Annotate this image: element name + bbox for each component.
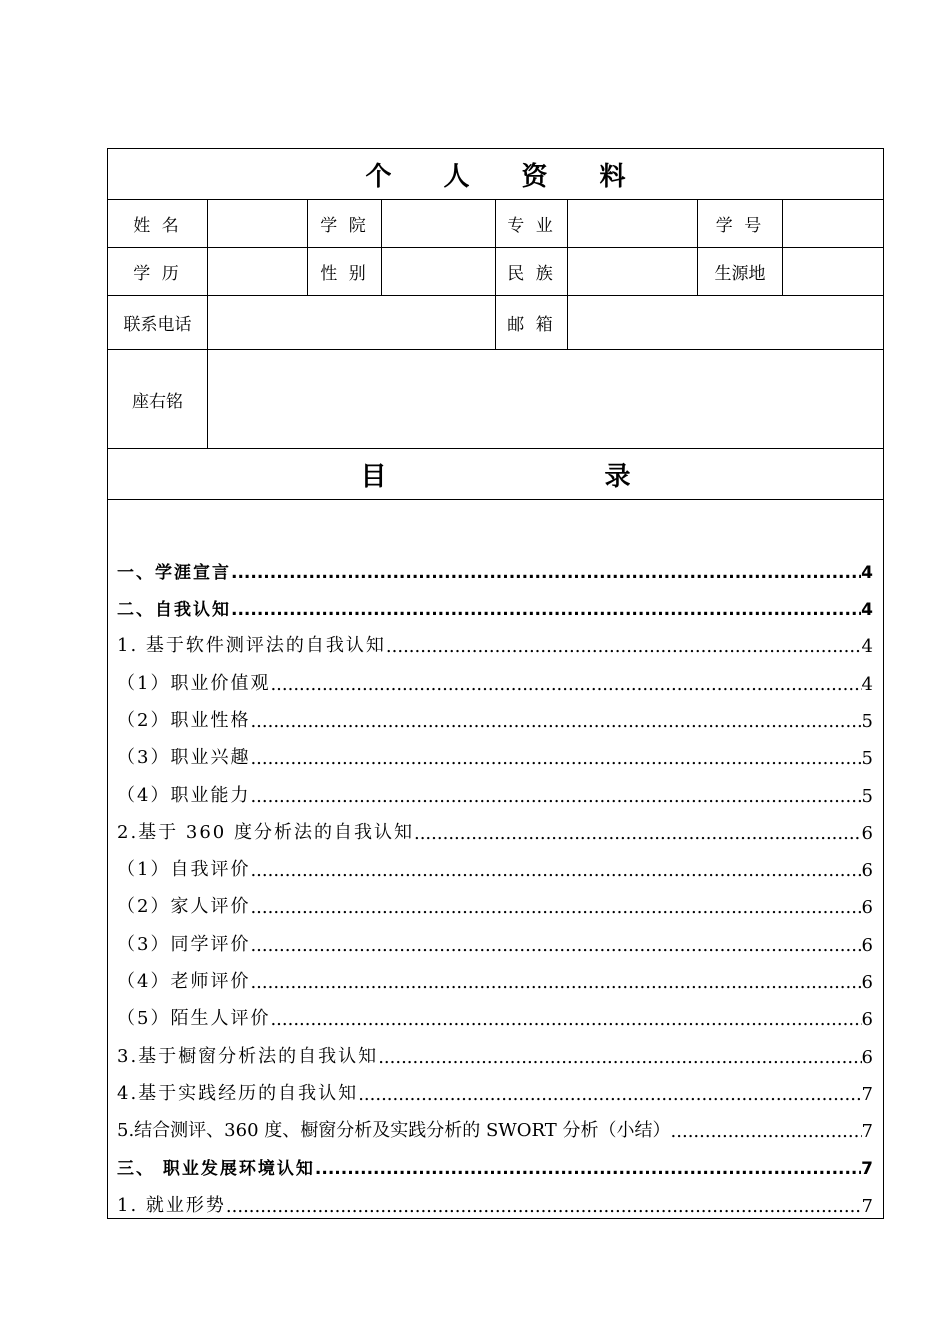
name-field[interactable]	[208, 200, 308, 247]
toc-item[interactable]: 二、自我认知 ..... 4	[117, 590, 873, 620]
ethnicity-field[interactable]	[568, 248, 698, 295]
toc-page-number: 4	[861, 600, 873, 620]
toc-dot-leader	[250, 748, 861, 769]
toc-page-number: 5	[861, 786, 873, 807]
education-field[interactable]	[208, 248, 308, 295]
profile-title-char: 人	[443, 161, 470, 192]
toc-dot-leader	[231, 563, 861, 583]
toc-item[interactable]: 5.结合测评、360 度、橱窗分析及实践分析的 SWORT 分析（小结） ..... 7	[117, 1112, 873, 1142]
toc-dot-leader	[250, 972, 861, 993]
toc-item[interactable]: （3）职业兴趣 ..... 5	[117, 739, 873, 769]
ethnicity-label: 民 族	[496, 248, 568, 295]
origin-field[interactable]	[783, 248, 883, 295]
profile-row-2	[108, 248, 883, 296]
profile-row-1	[108, 200, 883, 248]
toc-item[interactable]: 一、学涯宣言 ..... 4	[117, 553, 873, 583]
toc-page-number: 5	[861, 711, 873, 732]
toc-dot-leader	[270, 674, 861, 695]
toc-item[interactable]: 1. 就业形势 ..... 7	[117, 1187, 873, 1217]
student-id-label: 学 号	[698, 200, 783, 247]
toc-dot-leader	[671, 1121, 862, 1142]
toc-page-number: 6	[861, 897, 873, 918]
toc-page-number: 6	[861, 1009, 873, 1030]
toc-item[interactable]: （4）老师评价 ..... 6	[117, 963, 873, 993]
education-label: 学 历	[108, 248, 208, 295]
college-label: 学 院	[308, 200, 382, 247]
toc-dot-leader	[270, 1009, 861, 1030]
toc-dot-leader	[226, 1196, 862, 1217]
toc-page-number: 6	[861, 860, 873, 881]
profile-title-row	[108, 149, 883, 200]
major-field[interactable]	[568, 200, 698, 247]
toc-dot-leader	[231, 600, 861, 620]
profile-row-3	[108, 296, 883, 350]
toc-item[interactable]: （2）职业性格 ..... 5	[117, 702, 873, 732]
toc-dot-leader	[250, 897, 861, 918]
toc-dot-leader	[250, 786, 861, 807]
motto-label: 座右铭	[108, 350, 208, 448]
gender-label: 性 别	[308, 248, 382, 295]
toc-item[interactable]: （4）职业能力 ..... 5	[117, 777, 873, 807]
toc-title-row	[108, 449, 883, 500]
toc-dot-leader	[250, 860, 861, 881]
toc-page-number: 4	[861, 563, 873, 583]
document-frame	[107, 148, 884, 1219]
origin-label: 生源地	[698, 248, 783, 295]
toc-title-char: 录	[604, 461, 631, 492]
toc-dot-leader	[315, 1159, 861, 1179]
toc-item[interactable]: （5）陌生人评价 ..... 6	[117, 1000, 873, 1030]
phone-field[interactable]	[208, 296, 496, 349]
student-id-field[interactable]	[783, 200, 883, 247]
toc-dot-leader	[250, 711, 861, 732]
toc-page-number: 7	[861, 1084, 873, 1105]
college-field[interactable]	[382, 200, 496, 247]
toc-page-number: 5	[861, 748, 873, 769]
toc-dot-leader	[386, 636, 862, 657]
profile-title-char: 个	[365, 161, 392, 192]
toc-page-number: 6	[861, 935, 873, 956]
toc-dot-leader	[358, 1084, 861, 1105]
toc-page-number: 7	[861, 1121, 873, 1142]
profile-title	[108, 149, 883, 199]
toc-item[interactable]: （3）同学评价 ..... 6	[117, 926, 873, 956]
toc-item[interactable]: 4.基于实践经历的自我认知 ..... 7	[117, 1075, 873, 1105]
toc-page-number: 4	[861, 674, 873, 695]
toc-dot-leader	[250, 935, 861, 956]
toc-page-number: 6	[861, 823, 873, 844]
toc-item[interactable]: 3.基于橱窗分析法的自我认知 ..... 6	[117, 1038, 873, 1068]
profile-row-4	[108, 350, 883, 449]
email-label: 邮 箱	[496, 296, 568, 349]
toc-dot-leader	[378, 1047, 861, 1068]
toc-page-number: 6	[861, 972, 873, 993]
email-field[interactable]	[568, 296, 883, 349]
toc-item[interactable]: （1）职业价值观 ..... 4	[117, 665, 873, 695]
toc-page-number: 7	[861, 1159, 873, 1179]
profile-title-char: 资	[521, 161, 548, 192]
toc-page-number: 7	[861, 1196, 873, 1217]
toc-page-number: 4	[861, 636, 873, 657]
toc-dot-leader	[414, 823, 862, 844]
profile-title-char: 料	[599, 161, 626, 192]
toc-title	[108, 449, 883, 499]
toc-item[interactable]: 2.基于 360 度分析法的自我认知 ..... 6	[117, 814, 873, 844]
toc-item[interactable]: 1. 基于软件测评法的自我认知 ..... 4	[117, 627, 873, 657]
toc-item[interactable]: 三、 职业发展环境认知 ..... 7	[117, 1149, 873, 1179]
motto-field[interactable]	[208, 350, 883, 448]
toc-page-number: 6	[861, 1047, 873, 1068]
name-label: 姓 名	[108, 200, 208, 247]
gender-field[interactable]	[382, 248, 496, 295]
toc-item[interactable]: （2）家人评价 ..... 6	[117, 888, 873, 918]
phone-label: 联系电话	[108, 296, 208, 349]
toc-item[interactable]: （1）自我评价 ..... 6	[117, 851, 873, 881]
major-label: 专 业	[496, 200, 568, 247]
toc-title-char: 目	[360, 461, 387, 492]
